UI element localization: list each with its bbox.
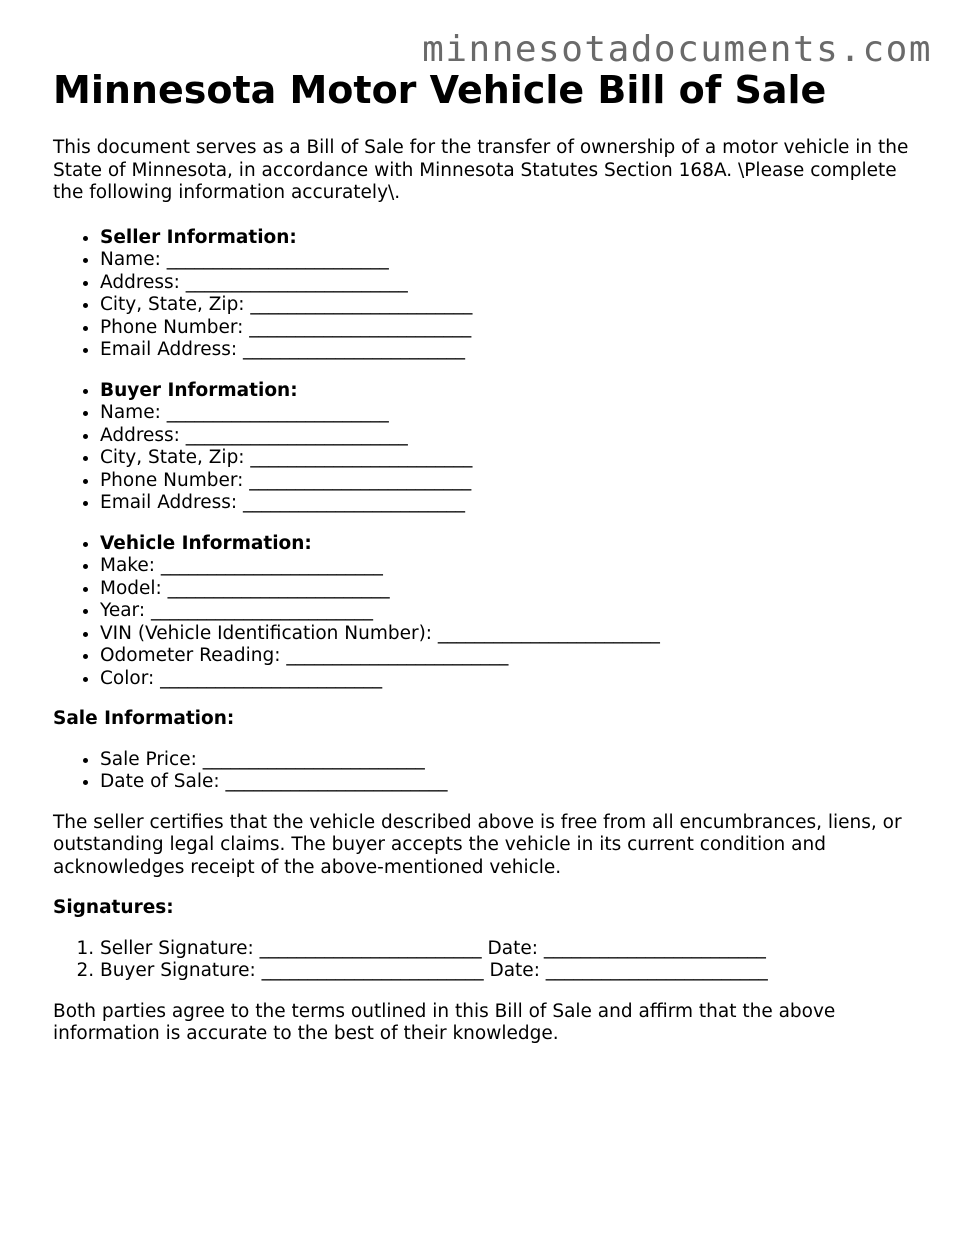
seller-name-field: • Name: ________________________	[100, 249, 913, 272]
buyer-email-field: • Email Address: ________________________	[100, 492, 913, 515]
buyer-heading: • Buyer Information:	[100, 380, 913, 403]
vehicle-color-field: • Color: ________________________	[100, 668, 913, 691]
seller-email-field: • Email Address: ________________________	[100, 339, 913, 362]
closing-paragraph: Both parties agree to the terms outlined in this Bill of Sale and affirm that the above information is accurate to the best of their knowledge.	[53, 1000, 836, 1044]
document-body	[53, 64, 913, 1046]
vehicle-heading: • Vehicle Information:	[100, 533, 913, 556]
seller-city-state-zip-field: • City, State, Zip: ________________________	[100, 294, 913, 317]
sale-information-heading: Sale Information:	[53, 708, 235, 729]
signatures-list	[53, 938, 913, 983]
site-watermark: minnesotadocuments.com	[422, 29, 932, 70]
document-title: Minnesota Motor Vehicle Bill of Sale	[53, 68, 827, 112]
seller-information-list	[53, 227, 913, 362]
buyer-phone-field: • Phone Number: ________________________	[100, 470, 913, 493]
seller-heading: • Seller Information:	[100, 227, 913, 250]
signatures-heading: Signatures:	[53, 897, 174, 918]
buyer-information-list	[53, 380, 913, 515]
intro-paragraph: This document serves as a Bill of Sale for the transfer of ownership of a motor vehicle in the State of Minnesota, in accordance with Minnesota Statutes Section 168A. \Please complete the following information accurately\.	[53, 137, 909, 203]
buyer-city-state-zip-field: • City, State, Zip: ________________________	[100, 447, 913, 470]
vehicle-odometer-field: • Odometer Reading: ________________________	[100, 645, 913, 668]
vehicle-make-field: • Make: ________________________	[100, 555, 913, 578]
vehicle-vin-field: • VIN (Vehicle Identification Number): ________________________	[100, 623, 913, 646]
buyer-address-field: • Address: ________________________	[100, 425, 913, 448]
sale-information-list	[53, 749, 913, 794]
seller-signature-line: 1. Seller Signature: ________________________ Date: ________________________	[100, 938, 913, 961]
seller-phone-field: • Phone Number: ________________________	[100, 317, 913, 340]
seller-address-field: • Address: ________________________	[100, 272, 913, 295]
certification-paragraph: The seller certifies that the vehicle described above is free from all encumbrances, liens, or outstanding legal claims. The buyer accepts the vehicle in its current condition and acknowledges receipt of the above-mentioned vehicle.	[53, 811, 902, 878]
sale-date-field: • Date of Sale: ________________________	[100, 771, 913, 794]
buyer-name-field: • Name: ________________________	[100, 402, 913, 425]
sale-price-field: • Sale Price: ________________________	[100, 749, 913, 772]
vehicle-model-field: • Model: ________________________	[100, 578, 913, 601]
vehicle-information-list	[53, 533, 913, 691]
vehicle-year-field: • Year: ________________________	[100, 600, 913, 623]
buyer-signature-line: 2. Buyer Signature: ________________________ Date: ________________________	[100, 960, 913, 983]
